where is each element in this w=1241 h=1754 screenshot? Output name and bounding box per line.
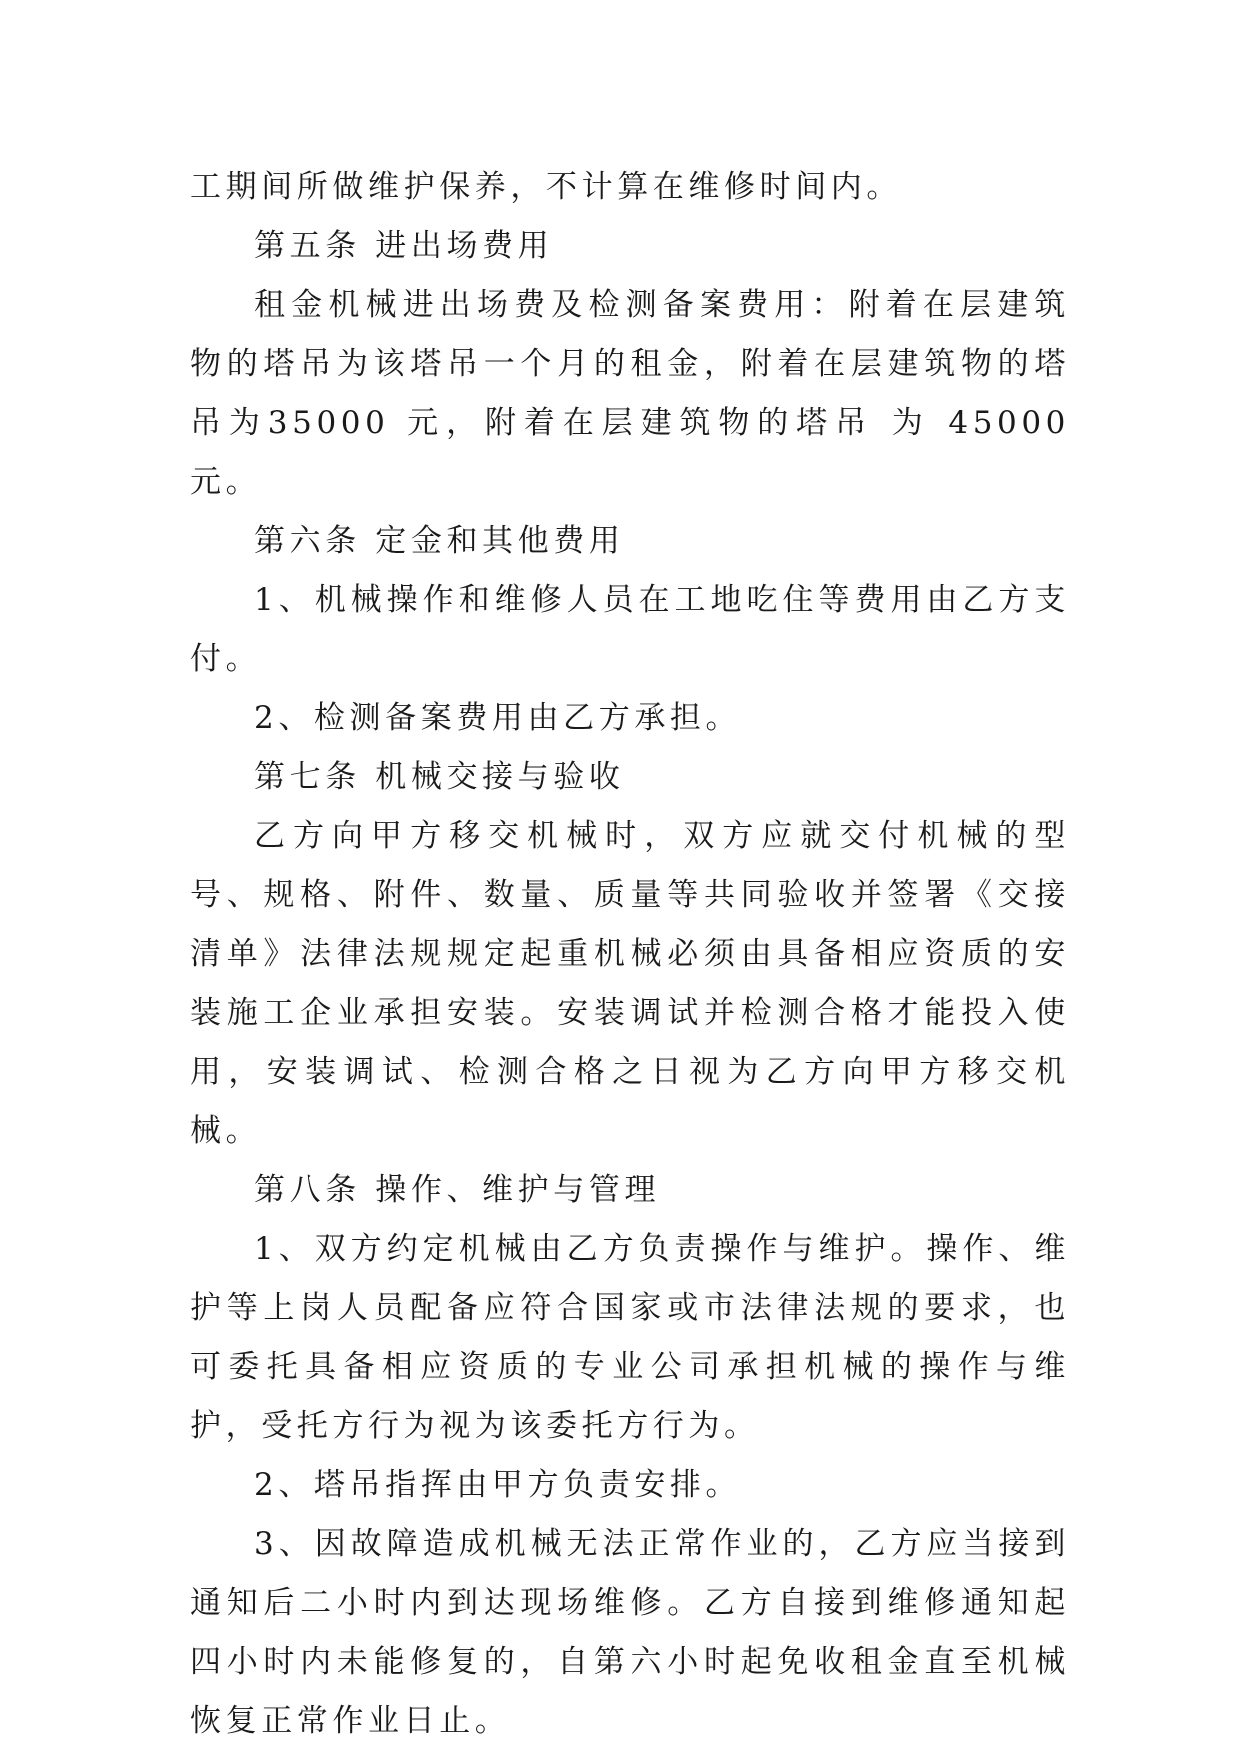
heading-article-8: 第八条 操作、维护与管理	[254, 1172, 661, 1208]
paragraph-handover-acceptance: 乙方向甲方移交机械时，双方应就交付机械的型号、规格、附件、数量、质量等共同验收并签署《交接清单》法律法规规定起重机械必须由具备相应资质的安装施工企业承担安装。安装调试并检测合格才能投入使用，安装调试、检测合格之日视为乙方向甲方移交机械。	[190, 818, 1070, 1149]
paragraph-maintenance-continuation: 工期间所做维护保养，不计算在维修时间内。	[190, 169, 902, 205]
paragraph-entry-exit-fees: 租金机械进出场费及检测备案费用：附着在层建筑物的塔吊为该塔吊一个月的租金，附着在层建筑物的塔吊为35000 元，附着在层建筑物的塔吊 为 45000 元。	[190, 287, 1070, 500]
heading-article-7: 第七条 机械交接与验收	[254, 759, 625, 795]
paragraph-fault-repair: 3、因故障造成机械无法正常作业的，乙方应当接到通知后二小时内到达现场维修。乙方自接到维修通知起四小时内未能修复的，自第六小时起免收租金直至机械恢复正常作业日止。	[190, 1526, 1070, 1739]
document-body	[190, 158, 1070, 1751]
paragraph-operation-maintenance: 1、双方约定机械由乙方负责操作与维护。操作、维护等上岗人员配备应符合国家或市法律法规的要求，也可委托具备相应资质的专业公司承担机械的操作与维护，受托方行为视为该委托方行为。	[190, 1231, 1070, 1444]
heading-article-6: 第六条 定金和其他费用	[254, 523, 625, 559]
paragraph-inspection-costs: 2、检测备案费用由乙方承担。	[254, 700, 742, 736]
paragraph-operator-costs: 1、机械操作和维修人员在工地吃住等费用由乙方支付。	[190, 582, 1070, 677]
heading-article-5: 第五条 进出场费用	[254, 228, 554, 264]
paragraph-crane-command: 2、塔吊指挥由甲方负责安排。	[254, 1467, 742, 1503]
